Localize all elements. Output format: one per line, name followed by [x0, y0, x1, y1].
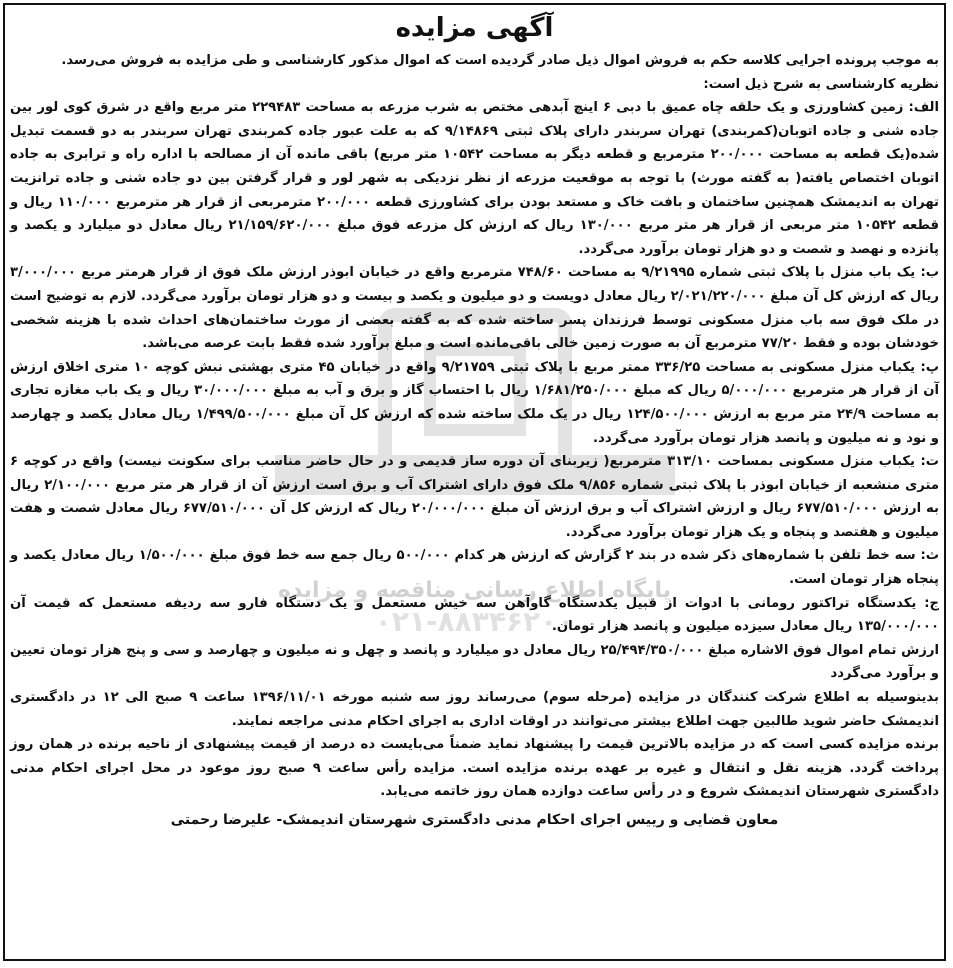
auction-date-paragraph: بدینوسیله به اطلاع شرکت کنندگان در مزایده (مرحله سوم) می‌رساند روز سه شنبه مورخه ۱۳۹۶/۱۱/۰۱ ساعت ۹ صبح الی ۱۲ در دادگستری اندیمشک حاضر شوید طالبین جهت اطلاع بیشتر می‌توانند در اوقات اداری به اجرای احکام مدنی مراجعه نمایند.	[10, 690, 939, 729]
intro-paragraph: به موجب پرونده اجرایی کلاسه حکم به فروش اموال ذیل صادر گردیده است که اموال مذکور کارشناسی و طی مزایده به فروش می‌رسد.	[61, 53, 939, 68]
item-te: ت: یکباب منزل مسکونی بمساحت ۳۱۳/۱۰ مترمربع( زیربنای آن دوره ساز قدیمی و در حال حاضر مناسب برای سکونت نیست) واقع در کوچه ۶ متری منشعبه از خیابان ابوذر با پلاک ثبتی شماره ۹/۸۵۶ ملک فوق دارای اشتراک آب و برق است ارزش آن از قرار هر متر مربع ۲/۱۰۰/۰۰۰ ریال به ارزش ۶۷۷/۵۱۰/۰۰۰ ریال و ارزش اشتراک آب و برق ارزش آن مبلغ ۲۰/۰۰۰/۰۰۰ ریال که ارزش کل آن ۶۷۷/۵۱۰/۰۰۰ ریال معادل شصت و هفت میلیون و هفتصد و پنجاه و یک هزار تومان برآورد می‌گردد.	[10, 454, 940, 540]
watermark-phone: ۰۲۱-۸۸۳۴۶۲۰۰	[374, 605, 575, 638]
notice-body	[10, 9, 939, 955]
page-title: آگهی مزایده	[395, 13, 554, 43]
total-value-paragraph: ارزش تمام اموال فوق الاشاره مبلغ ۲۵/۴۹۴/۳۵۰/۰۰۰ ریال معادل دو میلیارد و پانصد و چهل و نه میلیون و چهارصد و سی و پنج هزار تومان تعیین و برآورد می‌گردد	[10, 642, 940, 682]
item-jim: ج: یکدستگاه تراکتور رومانی با ادوات از قبیل یکدستگاه گاوآهن سه خیش مستعمل و یک دستگاه فارو سه ردیفه مستعمل که قیمت آن ۱۳۵/۰۰۰/۰۰۰ ریال معادل سیزده میلیون و پانصد هزار تومان.	[10, 595, 939, 635]
expert-opinion-heading: نظریه کارشناسی به شرح ذیل است:	[703, 76, 939, 92]
winner-terms-paragraph: برنده مزایده کسی است که در مزایده بالاترین قیمت را پیشنهاد نماید ضمناً می‌بایست ده درصد از قیمت پیشنهادی از ناحیه برنده در همان روز پرداخت گردد. هزینه نقل و انتقال و غیره بر عهده برنده مزایده است. مزایده رأس ساعت ۹ صبح روز موعود در محل اجرای احکام مدنی دادگستری شهرستان اندیمشک شروع و در رأس ساعت دوازده همان روز خاتمه می‌یابد.	[10, 737, 939, 800]
item-alef: الف: زمین کشاورزی و یک حلقه چاه عمیق با دبی ۶ اینچ آبدهی مختص به شرب مزرعه به مساحت ۲۲۹۴۸۳ متر مربع واقع در شرق کوی لور بین جاده شنی و جاده اتوبان(کمربندی) تهران سربندر دارای پلاک ثبتی ۹/۱۴۸۶۹ که به علت عبور جاده کمربندی تهران سربندر به دو قسمت تبدیل شده(یک قطعه به مساحت ۲۰۰/۰۰۰ مترمربع و قطعه دیگر به مساحت ۱۰۵۴۲ متر مربع) باقی مانده آن از مصالحه با اداره راه و ترابری به جاده اتوبان اختصاص یافته( به گفته مورث) با توجه به موقعیت مزرعه از نظر نزدیکی به شهر لور و قرار گرفتن بین دو جاده شنی و جاده ترانزیت تهران به اندیمشک همچنین ساختمان و بافت خاک و مستعد بودن برای کشاورزی قطعه ۲۰۰/۰۰۰ مترمربعی از قرار هر مترمربع ۱۱۰/۰۰۰ ریال و قطعه ۱۰۵۴۲ متر مربعی از قرار هر متر مربع ۱۳۰/۰۰۰ ریال که ارزش کل مزرعه فوق مبلغ ۲۱/۱۵۹/۶۲۰/۰۰۰ ریال معادل دو میلیارد و یکصد و پانزده و نهصد و شصت و دو هزار تومان برآورد می‌گردد.	[10, 100, 939, 257]
watermark-text: پایگاه اطلاع رسانی مناقصه و مزایده	[278, 578, 671, 603]
notice-frame	[3, 3, 946, 961]
item-be: ب: یک باب منزل با پلاک ثبتی شماره ۹/۲۱۹۹۵ به مساحت ۷۴۸/۶۰ مترمربع واقع در خیابان ابوذر ارزش ملک فوق از قرار هرمتر مربع ۳/۰۰۰/۰۰۰ ریال که ارزش کل آن مبلغ ۲/۰۲۱/۲۲۰/۰۰۰ ریال معادل دویست و دو میلیون و یکصد و بیست و دو هزار تومان برآورد می‌گردد. لازم به توضیح است در ملک فوق سه باب منزل مسکونی توسط فرزندان پسر ساخته شده که به گفته بعضی از مورث ساختمان‌های احداث شده با هزینه شخصی خودشان بوده و فقط ۷۷/۲۰ مترمربع آن به صورت زمین خالی باقی‌مانده است و مبلغ برآورد شده فقط بابت عرصه می‌باشد.	[10, 265, 939, 352]
item-se: ث: سه خط تلفن با شماره‌های ذکر شده در بند ۲ گزارش که ارزش هر کدام ۵۰۰/۰۰۰ ریال جمع سه خط فوق مبلغ ۱/۵۰۰/۰۰۰ ریال معادل یکصد و پنجاه هزار تومان است.	[10, 548, 939, 588]
item-pe: پ: یکباب منزل مسکونی به مساحت ۳۳۶/۲۵ ممتر مربع با پلاک ثبتی ۹/۲۱۷۵۹ واقع در خیابان ۴۵ متری بهشتی نبش کوچه ۱۰ متری اخلاق ارزش آن از قرار هر مترمربع ۵/۰۰۰/۰۰۰ ریال که مبلغ ۱/۶۸۱/۲۵۰/۰۰۰ ریال با احتساب گاز و برق و آب به مبلغ ۳۰/۰۰۰/۰۰۰ ریال و یک باب مغازه تجاری به مساحت ۲۴/۹ متر مربع به ارزش ۱۲۴/۵۰۰/۰۰۰ ریال در یک ملک ساخته شده که ارزش کل آن مبلغ ۱/۴۹۹/۵۰۰/۰۰۰ ریال معادل یکصد و چهارصد و نود و نه میلیون و پانصد هزار تومان برآورد می‌گردد.	[10, 359, 940, 446]
signature-line: معاون قضایی و رییس اجرای احکام مدنی دادگستری شهرستان اندیمشک- علیرضا رحمتی	[170, 812, 779, 828]
